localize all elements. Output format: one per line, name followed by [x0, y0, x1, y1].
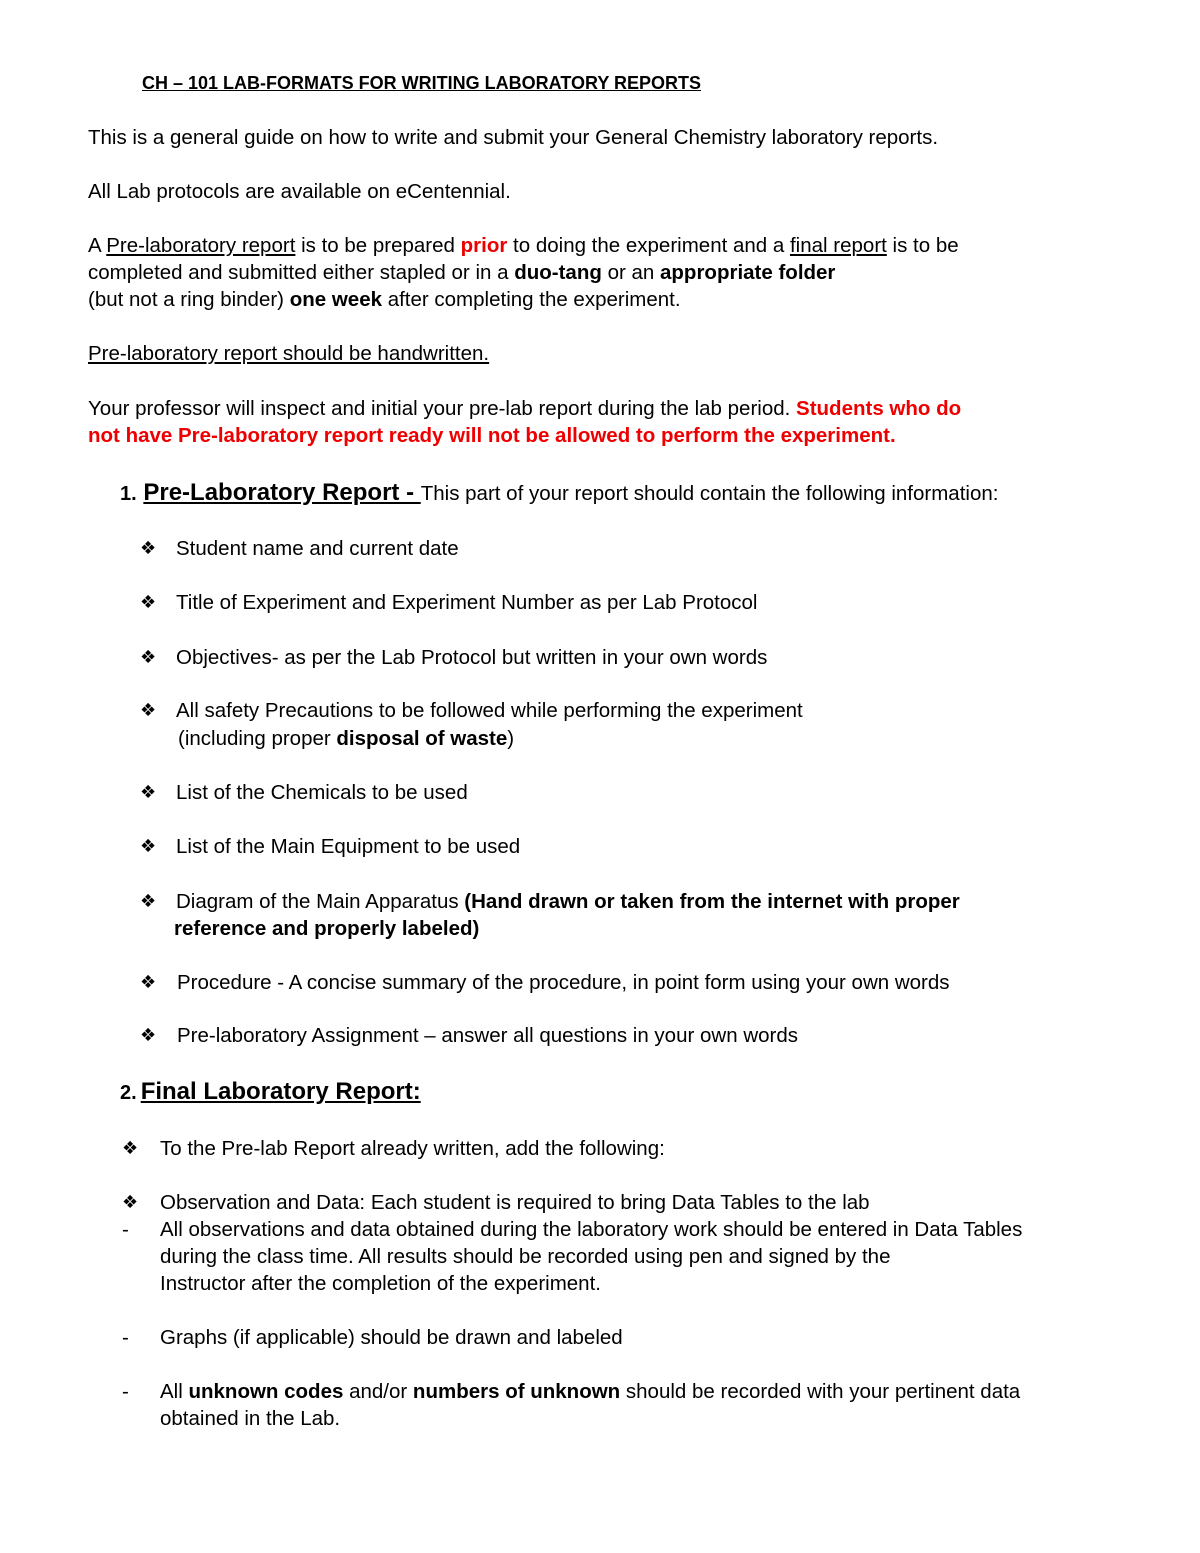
- para-line-3: (but not a ring binder) one week after completing the experiment.: [88, 288, 681, 311]
- diamond-dots-icon: ❖: [140, 1025, 157, 1045]
- diamond-dots-icon: ❖: [140, 700, 157, 720]
- diamond-dots-icon: ❖: [140, 972, 157, 992]
- diamond-dots-icon: ❖: [140, 647, 157, 667]
- dash-item-line-1: All observations and data obtained during the laboratory work should be entered in Data Tables: [160, 1218, 1023, 1241]
- document-title: CH – 101 LAB-FORMATS FOR WRITING LABORATORY REPORTS: [142, 73, 702, 93]
- dash-item-continued: obtained in the Lab.: [160, 1407, 341, 1430]
- diamond-dots-icon: ❖: [140, 592, 157, 612]
- list-item: List of the Main Equipment to be used: [176, 835, 521, 858]
- para-line-1: A Pre-laboratory report is to be prepared prior to doing the experiment and a final report is to be: [88, 234, 959, 257]
- list-item: All safety Precautions to be followed while performing the experiment: [176, 699, 803, 722]
- dash-marker: -: [122, 1380, 129, 1403]
- diamond-dots-icon: ❖: [140, 782, 157, 802]
- dash-marker: -: [122, 1218, 129, 1241]
- diamond-dots-icon: ❖: [140, 836, 157, 856]
- list-item: Student name and current date: [176, 537, 459, 560]
- intro-text: This is a general guide on how to write and submit your General Chemistry laboratory reports.: [88, 126, 939, 149]
- para-line-2: completed and submitted either stapled or in a duo-tang or an appropriate folder: [88, 261, 836, 284]
- protocols-text: All Lab protocols are available on eCentennial.: [88, 180, 511, 203]
- section-1-heading: 1. Pre-Laboratory Report - This part of your report should contain the following information:: [120, 479, 999, 506]
- diamond-dots-icon: ❖: [122, 1138, 139, 1158]
- list-item: Title of Experiment and Experiment Number as per Lab Protocol: [176, 591, 758, 614]
- dash-item: All unknown codes and/or numbers of unknown should be recorded with your pertinent data: [160, 1380, 1021, 1403]
- list-item: To the Pre-lab Report already written, add the following:: [160, 1137, 665, 1160]
- diamond-dots-icon: ❖: [140, 891, 157, 911]
- diamond-dots-icon: ❖: [140, 538, 157, 558]
- inspect-line-1: Your professor will inspect and initial your pre-lab report during the lab period. Students who do: [88, 397, 962, 420]
- section-2-heading: 2. Final Laboratory Report:: [120, 1078, 421, 1105]
- handwritten-note: Pre-laboratory report should be handwritten.: [88, 342, 490, 365]
- inspect-line-2: not have Pre-laboratory report ready will not be allowed to perform the experiment.: [88, 424, 896, 447]
- list-item: Objectives- as per the Lab Protocol but written in your own words: [176, 646, 768, 669]
- list-item: Observation and Data: Each student is required to bring Data Tables to the lab: [160, 1191, 870, 1214]
- list-item: List of the Chemicals to be used: [176, 781, 468, 804]
- dash-item-line-2: during the class time. All results should be recorded using pen and signed by the: [160, 1245, 891, 1268]
- list-item: Pre-laboratory Assignment – answer all questions in your own words: [177, 1024, 798, 1047]
- list-item: Procedure - A concise summary of the procedure, in point form using your own words: [177, 971, 950, 994]
- list-item: Diagram of the Main Apparatus (Hand drawn or taken from the internet with proper: [176, 890, 960, 913]
- dash-item: Graphs (if applicable) should be drawn and labeled: [160, 1326, 623, 1349]
- dash-marker: -: [122, 1326, 129, 1349]
- list-item-continued: reference and properly labeled): [174, 917, 480, 940]
- dash-item-line-3: Instructor after the completion of the experiment.: [160, 1272, 601, 1295]
- diamond-dots-icon: ❖: [122, 1192, 139, 1212]
- list-item-continued: (including proper disposal of waste): [178, 727, 515, 750]
